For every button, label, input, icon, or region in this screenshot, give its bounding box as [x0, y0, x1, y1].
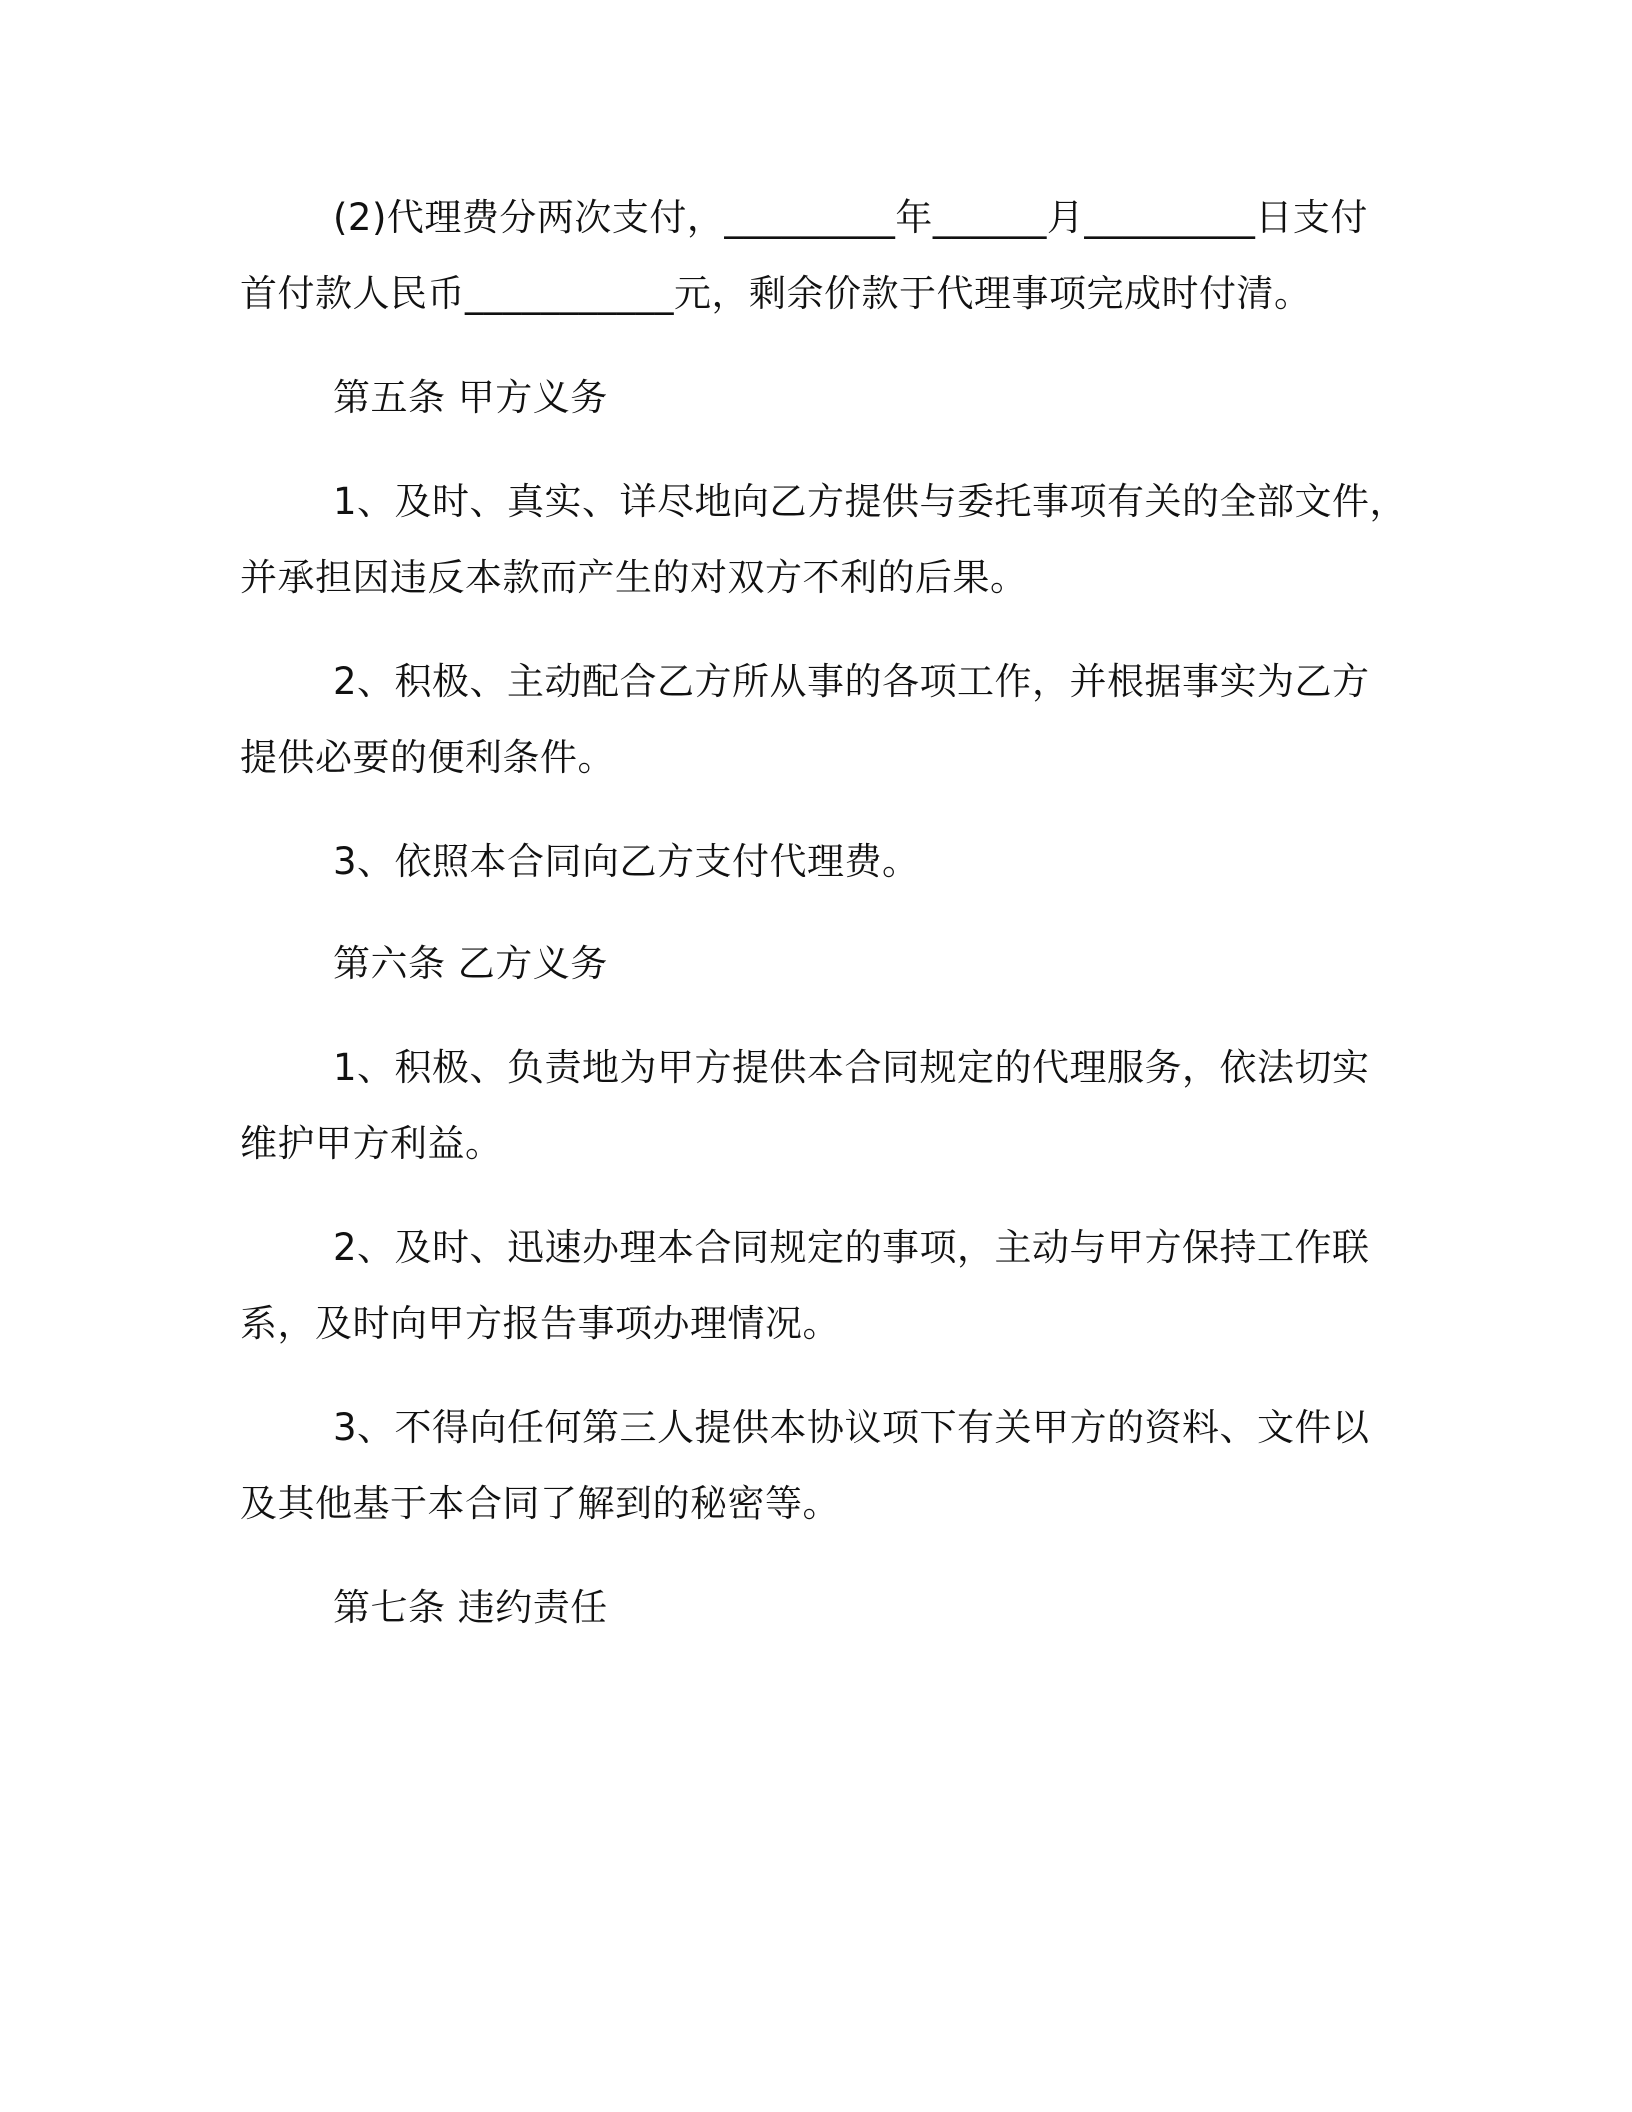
- paragraph-payment-line-1: (2)代理费分两次支付，_________年______月_________日支付: [333, 196, 1368, 239]
- section-heading-article-5: 第五条 甲方义务: [333, 376, 608, 419]
- article-5-item-1-line-1: 1、及时、真实、详尽地向乙方提供与委托事项有关的全部文件，: [333, 480, 1408, 523]
- article-5-item-1-line-2: 并承担因违反本款而产生的对双方不利的后果。: [240, 556, 1028, 599]
- article-5-item-2-line-2: 提供必要的便利条件。: [240, 736, 615, 779]
- section-heading-article-7: 第七条 违约责任: [333, 1586, 608, 1629]
- article-6-item-3-line-2: 及其他基于本合同了解到的秘密等。: [240, 1482, 840, 1525]
- article-6-item-2-line-2: 系，及时向甲方报告事项办理情况。: [240, 1302, 840, 1345]
- article-6-item-3-line-1: 3、不得向任何第三人提供本协议项下有关甲方的资料、文件以: [333, 1406, 1370, 1449]
- paragraph-payment-line-2: 首付款人民币___________元，剩余价款于代理事项完成时付清。: [240, 272, 1312, 315]
- article-6-item-1-line-1: 1、积极、负责地为甲方提供本合同规定的代理服务，依法切实: [333, 1046, 1370, 1089]
- section-heading-article-6: 第六条 乙方义务: [333, 942, 608, 985]
- article-5-item-2-line-1: 2、积极、主动配合乙方所从事的各项工作，并根据事实为乙方: [333, 660, 1370, 703]
- article-6-item-2-line-1: 2、及时、迅速办理本合同规定的事项，主动与甲方保持工作联: [333, 1226, 1370, 1269]
- article-5-item-3-line-1: 3、依照本合同向乙方支付代理费。: [333, 840, 920, 883]
- article-6-item-1-line-2: 维护甲方利益。: [240, 1122, 503, 1165]
